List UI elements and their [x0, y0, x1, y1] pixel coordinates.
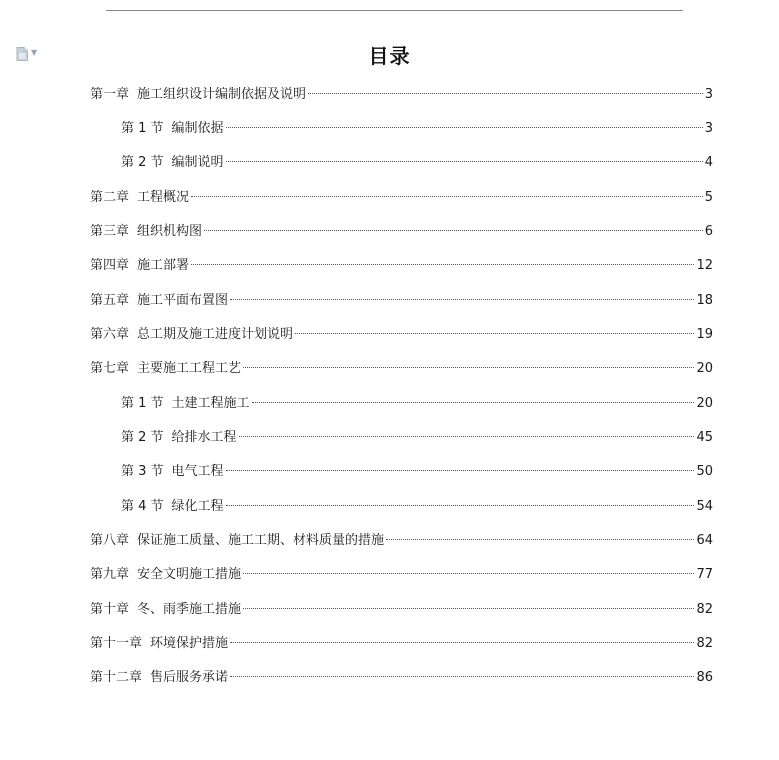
- toc-entry-number: 第十二章: [90, 670, 143, 685]
- toc-entry-section-7-3[interactable]: [121, 461, 713, 483]
- toc-entry-page: 3: [704, 121, 713, 136]
- toc-entry-number: 第十一章: [90, 636, 143, 651]
- toc-entry-text: 土建工程施工: [171, 396, 250, 411]
- toc-entry-page: 19: [696, 327, 713, 342]
- caret-down-icon: ▼: [31, 48, 38, 57]
- toc-entry-page: 45: [696, 430, 713, 445]
- toc-entry-chapter-11[interactable]: [90, 633, 713, 655]
- toc-entry-page: 64: [696, 533, 713, 548]
- toc-entry-text: 编制说明: [171, 155, 224, 170]
- dot-leader: [308, 93, 703, 94]
- page-title: 目录: [368, 44, 411, 68]
- toc-entry-chapter-5[interactable]: [90, 290, 713, 312]
- dot-leader: [226, 161, 703, 162]
- toc-entry-text: 编制依据: [171, 121, 224, 136]
- toc-entry-number: 第九章: [90, 567, 130, 582]
- toc-entry-text: 总工期及施工进度计划说明: [137, 327, 294, 342]
- dot-leader: [295, 333, 694, 334]
- toc-entry-page: 20: [696, 361, 713, 376]
- dot-leader: [243, 367, 694, 368]
- toc-entry-number: 第 2 节: [121, 430, 164, 445]
- toc-entry-text: 冬、雨季施工措施: [137, 602, 242, 617]
- toc-entry-text: 环境保护措施: [150, 636, 229, 651]
- dot-leader: [191, 264, 694, 265]
- toc-entry-number: 第二章: [90, 190, 130, 205]
- toc-entry-page: 82: [696, 602, 713, 617]
- toc-entry-text: 给排水工程: [171, 430, 237, 445]
- toc-entry-page: 77: [696, 567, 713, 582]
- toc-entry-number: 第六章: [90, 327, 130, 342]
- toc-entry-page: 54: [696, 499, 713, 514]
- toc-entry-text: 售后服务承诺: [150, 670, 229, 685]
- toc-entry-number: 第一章: [90, 87, 130, 102]
- toc-entry-section-7-2[interactable]: [121, 427, 713, 449]
- toc-entry-chapter-8[interactable]: [90, 530, 713, 552]
- toc-entry-number: 第十章: [90, 602, 130, 617]
- toc-entry-text: 工程概况: [137, 190, 190, 205]
- page-header-rule: [106, 10, 683, 11]
- toc-entry-section-1-1[interactable]: [121, 118, 713, 140]
- dot-leader: [230, 642, 694, 643]
- dot-leader: [243, 608, 694, 609]
- toc-entry-text: 施工部署: [137, 258, 190, 273]
- toc-entry-page: 3: [704, 87, 713, 102]
- toc-entry-chapter-7[interactable]: [90, 358, 713, 380]
- toc-entry-text: 安全文明施工措施: [137, 567, 242, 582]
- dot-leader: [386, 539, 694, 540]
- toc-entry-number: 第七章: [90, 361, 130, 376]
- toc-entry-number: 第 4 节: [121, 499, 164, 514]
- dot-leader: [226, 470, 695, 471]
- toc-entry-number: 第 1 节: [121, 121, 164, 136]
- dot-leader: [230, 299, 694, 300]
- toc-entry-text: 主要施工工程工艺: [137, 361, 242, 376]
- dot-leader: [243, 573, 694, 574]
- toc-entry-page: 86: [696, 670, 713, 685]
- toc-entry-number: 第 1 节: [121, 396, 164, 411]
- toc-entry-text: 电气工程: [171, 464, 224, 479]
- dot-leader: [204, 230, 703, 231]
- toc-entry-chapter-6[interactable]: [90, 324, 713, 346]
- toc-entry-chapter-12[interactable]: [90, 667, 713, 689]
- toc-entry-number: 第 3 节: [121, 464, 164, 479]
- toc-entry-section-7-4[interactable]: [121, 496, 713, 518]
- dot-leader: [226, 127, 703, 128]
- toc-entry-text: 施工平面布置图: [137, 293, 229, 308]
- toc-entry-chapter-4[interactable]: [90, 255, 713, 277]
- toc-entry-page: 20: [696, 396, 713, 411]
- dot-leader: [226, 505, 695, 506]
- toc-entry-number: 第 2 节: [121, 155, 164, 170]
- toc-entry-page: 4: [704, 155, 713, 170]
- toc-entry-text: 保证施工质量、施工工期、材料质量的措施: [137, 533, 385, 548]
- toc-entry-section-7-1[interactable]: [121, 393, 713, 415]
- dot-leader: [191, 196, 703, 197]
- toc-entry-page: 50: [696, 464, 713, 479]
- toc-entry-chapter-2[interactable]: [90, 187, 713, 209]
- toc-entry-page: 12: [696, 258, 713, 273]
- toc-entry-page: 18: [696, 293, 713, 308]
- toc-entry-page: 5: [704, 190, 713, 205]
- dot-leader: [230, 676, 694, 677]
- dot-leader: [239, 436, 695, 437]
- toc-entry-chapter-10[interactable]: [90, 599, 713, 621]
- toc-entry-number: 第八章: [90, 533, 130, 548]
- toc-entry-page: 6: [704, 224, 713, 239]
- toc-entry-text: 施工组织设计编制依据及说明: [137, 87, 307, 102]
- toc-entry-section-1-2[interactable]: [121, 152, 713, 174]
- toc-entry-text: 组织机构图: [137, 224, 203, 239]
- toc-entry-chapter-3[interactable]: [90, 221, 713, 243]
- dot-leader: [252, 402, 695, 403]
- toc-entry-number: 第五章: [90, 293, 130, 308]
- toc-entry-chapter-1[interactable]: [90, 84, 713, 106]
- toc-entry-number: 第三章: [90, 224, 130, 239]
- toc-entry-chapter-9[interactable]: [90, 564, 713, 586]
- toc-entry-page: 82: [696, 636, 713, 651]
- toc-entry-text: 绿化工程: [171, 499, 224, 514]
- toc-entry-number: 第四章: [90, 258, 130, 273]
